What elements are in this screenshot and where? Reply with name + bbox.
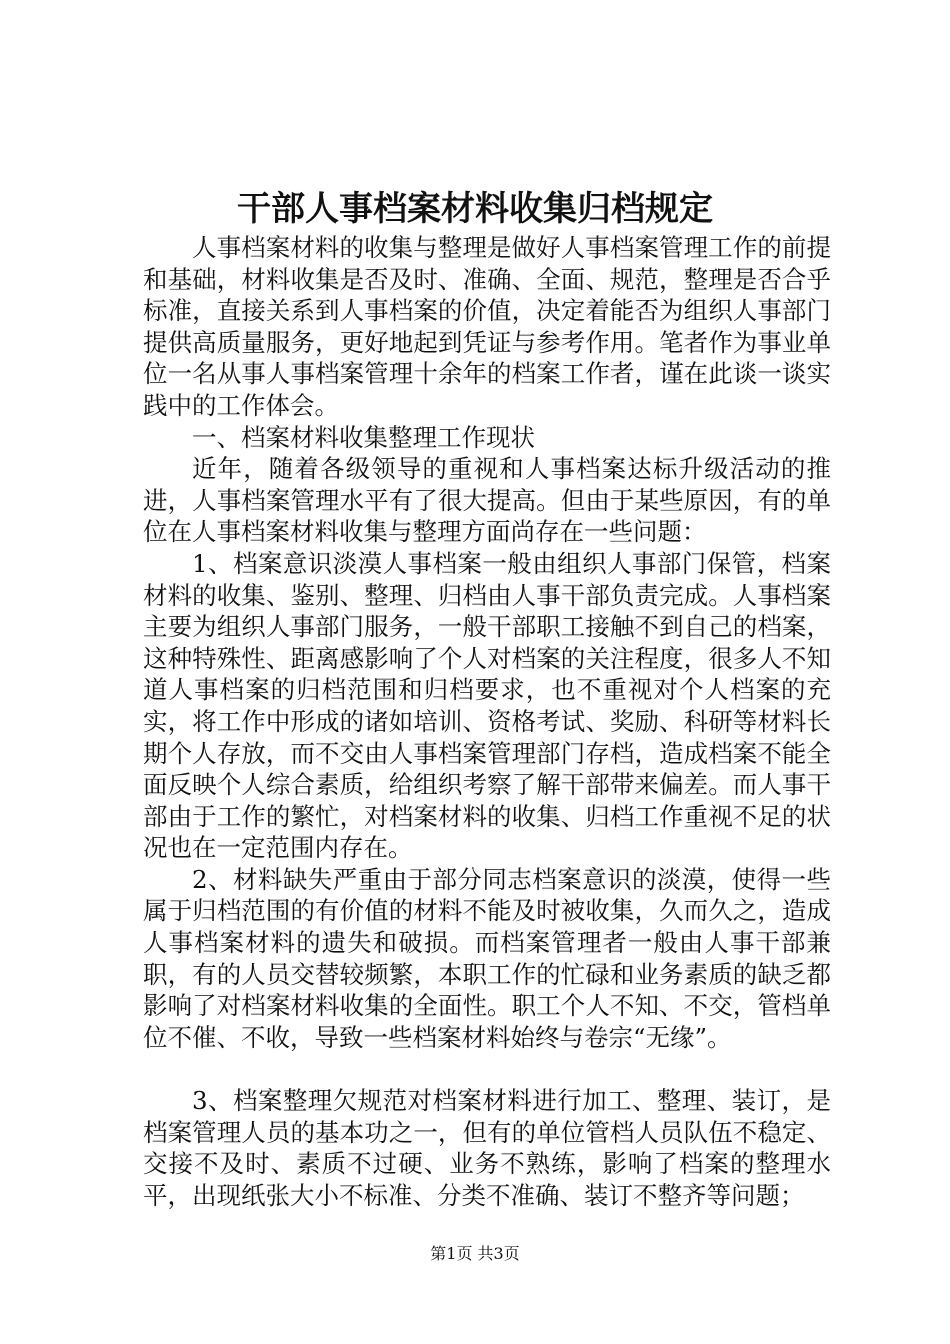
intro-paragraph: 人事档案材料的收集与整理是做好人事档案管理工作的前提和基础，材料收集是否及时、准确、全面、规范，整理是否合乎标准，直接关系到人事档案的价值，决定着能否为组织人事部门提供高质量服务，更好地起到凭证与参考作用。笔者作为事业单位一名从事人事档案管理十余年的档案工作者，谨在此谈一谈实践中的工作体会。 (143, 233, 831, 420)
item-1-paragraph: 1、档案意识淡漠人事档案一般由组织人事部门保管，档案材料的收集、鉴别、整理、归档由人事干部负责完成。人事档案主要为组织人事部门服务，一般干部职工接触不到自己的档案，这种特殊性、距离感影响了个人对档案的关注程度，很多人不知道人事档案的归档范围和归档要求，也不重视对个人档案的充实，将工作中形成的诸如培训、资格考试、奖励、科研等材料长期个人存放，而不交由人事档案管理部门存档，造成档案不能全面反映个人综合素质，给组织考察了解干部带来偏差。而人事干部由于工作的繁忙，对档案材料的收集、归档工作重视不足的状况也在一定范围内存在。 (143, 548, 831, 863)
document-title: 干部人事档案材料收集归档规定 (237, 189, 713, 229)
status-paragraph: 近年，随着各级领导的重视和人事档案达标升级活动的推进，人事档案管理水平有了很大提高。但由于某些原因，有的单位在人事档案材料收集与整理方面尚存在一些问题： (143, 454, 831, 547)
item-3-paragraph: 3、档案整理欠规范对档案材料进行加工、整理、装订，是档案管理人员的基本功之一，但有的单位管档人员队伍不稳定、交接不及时、素质不过硬、业务不熟练，影响了档案的整理水平，出现纸张大小不标准、分类不准确、装订不整齐等问题； (143, 1086, 831, 1210)
document-body (143, 232, 831, 1211)
section-heading: 一、档案材料收集整理工作现状 (192, 422, 535, 452)
page-footer: 第1页 共3页 (430, 1244, 520, 1263)
item-2-paragraph: 2、材料缺失严重由于部分同志档案意识的淡漠，使得一些属于归档范围的有价值的材料不能及时被收集，久而久之，造成人事档案材料的遗失和破损。而档案管理者一般由人事干部兼职，有的人员交替较频繁，本职工作的忙碌和业务素质的缺乏都影响了对档案材料收集的全面性。职工个人不知、不交，管档单位不催、不收，导致一些档案材料始终与卷宗“无缘”。 (143, 864, 831, 1052)
